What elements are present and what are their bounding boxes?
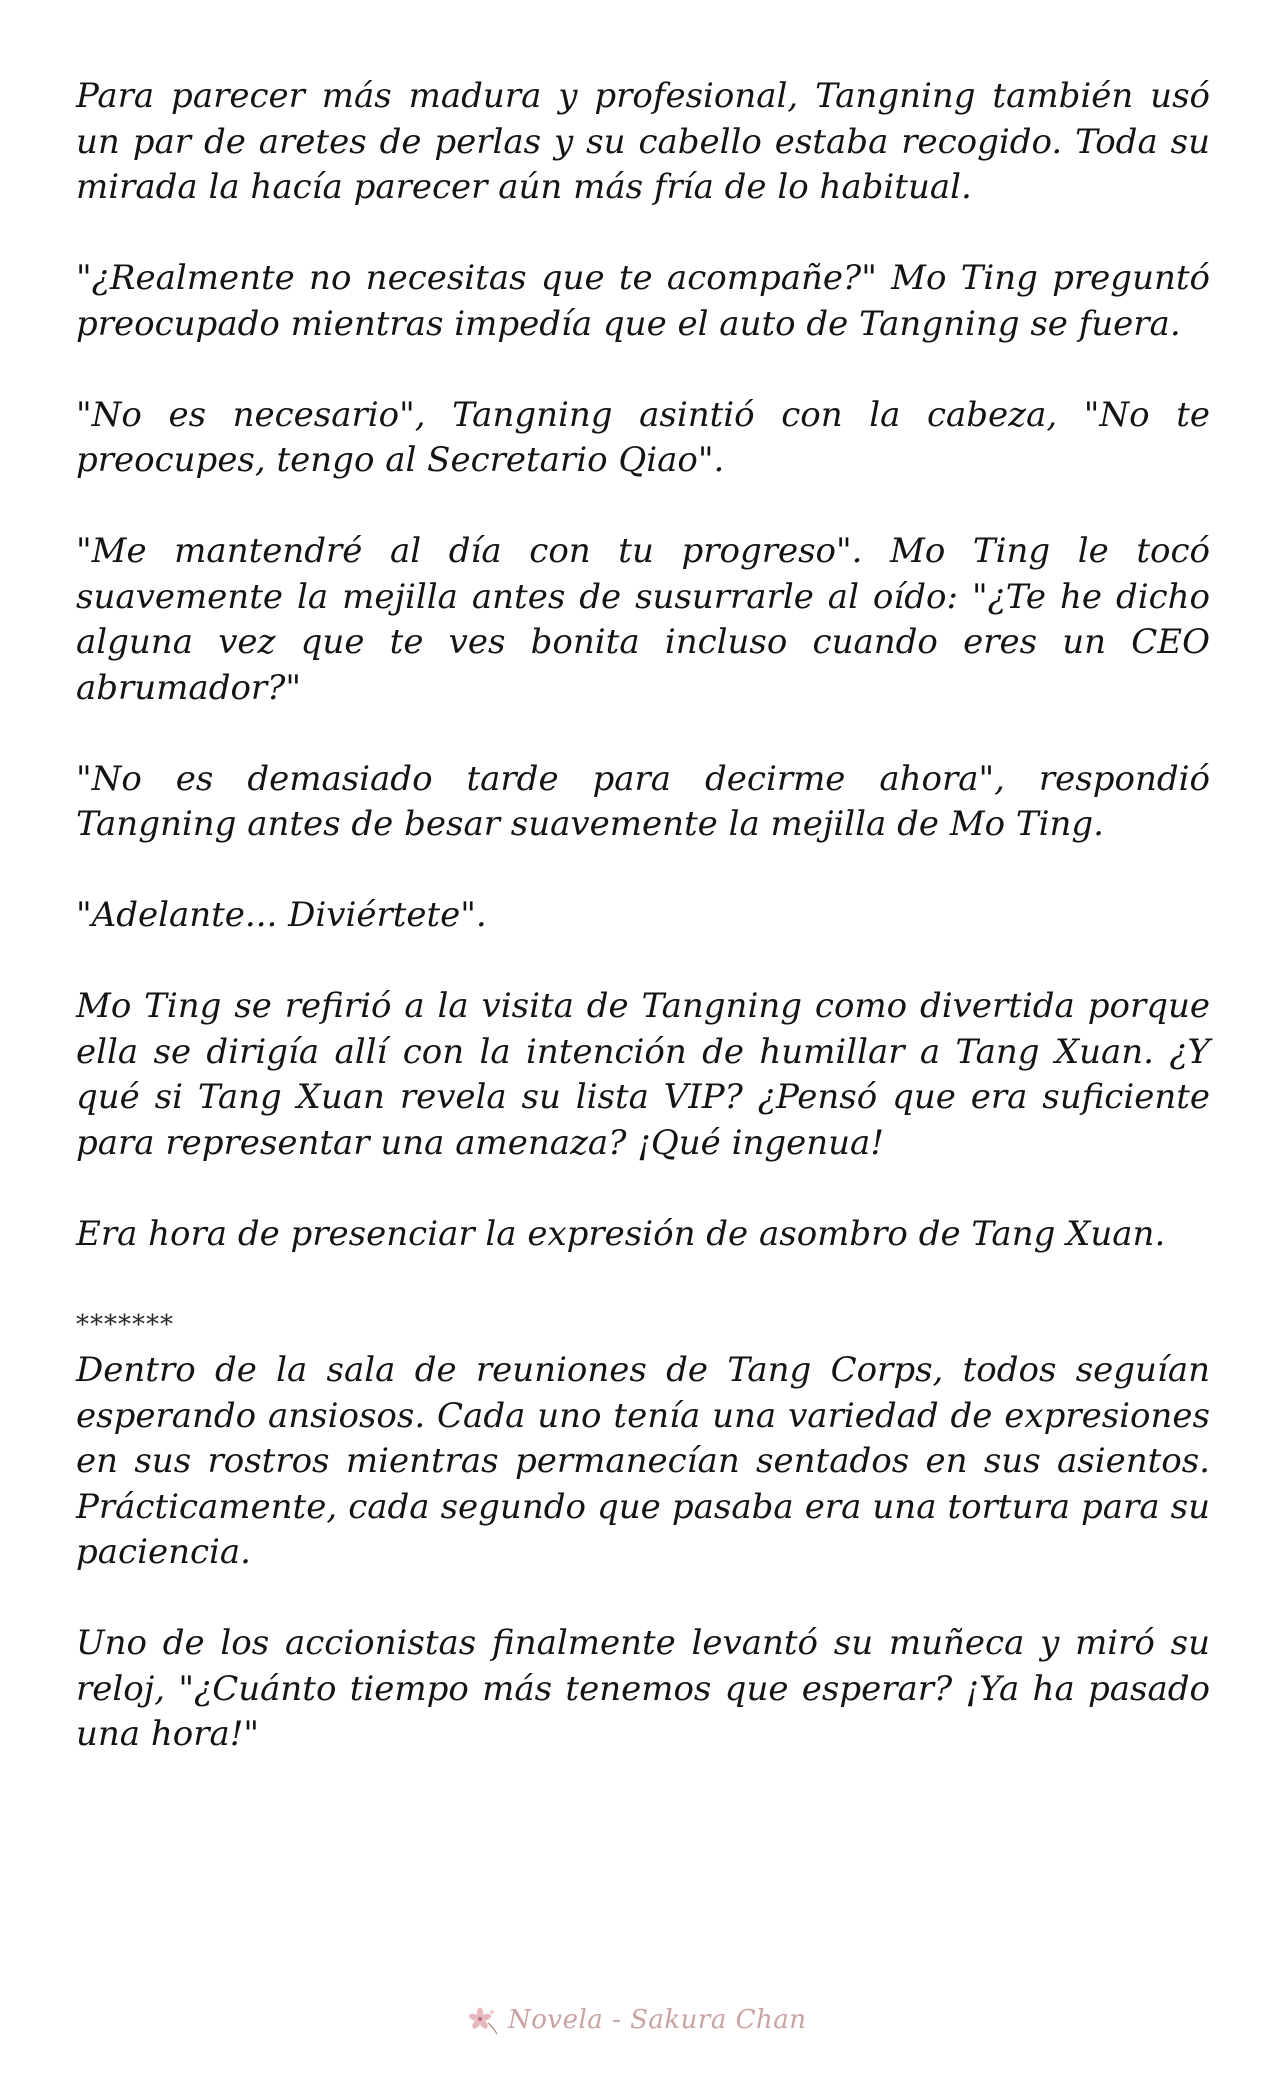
paragraph-9: Dentro de la sala de reuniones de Tang Corps, todos seguían esperando ansiosos. Cada uno tenía una variedad de expresiones en sus rostros mientras permanecían sentados en sus asientos. Prácticamente, cada segundo que pasaba era una tortura para su paciencia. — [76, 1350, 1210, 1572]
paragraph-6: "Adelante... Diviértete". — [76, 895, 487, 935]
sakura-flower-icon — [466, 2003, 500, 2037]
paragraph-10: Uno de los accionistas finalmente levantó su muñeca y miró su reloj, "¿Cuánto tiempo más tenemos que esperar? ¡Ya ha pasado una hora!" — [76, 1623, 1210, 1754]
paragraph-4: "Me mantendré al día con tu progreso". Mo Ting le tocó suavemente la mejilla antes de susurrarle al oído: "¿Te he dicho alguna vez que te ves bonita incluso cuando eres un CEO abrumador?" — [76, 531, 1210, 708]
paragraph-3: "No es necesario", Tangning asintió con la cabeza, "No te preocupes, tengo al Secretario Qiao". — [76, 394, 1210, 480]
watermark — [466, 1998, 807, 2042]
paragraph-2: "¿Realmente no necesitas que te acompañe?" Mo Ting preguntó preocupado mientras impedía que el auto de Tangning se fuera. — [76, 258, 1210, 344]
paragraph-5: "No es demasiado tarde para decirme ahora", respondió Tangning antes de besar suavemente la mejilla de Mo Ting. — [76, 758, 1210, 844]
chapter-text — [76, 74, 1210, 1758]
watermark-text: Novela - Sakura Chan — [508, 2005, 807, 2035]
paragraph-8: Era hora de presenciar la expresión de asombro de Tang Xuan. — [76, 1213, 1166, 1254]
paragraph-1: Para parecer más madura y profesional, Tangning también usó un par de aretes de perlas y su cabello estaba recogido. Toda su mirada la hacía parecer aún más fría de lo habitual. — [76, 76, 1210, 207]
scene-separator: ******* — [76, 1309, 174, 1340]
paragraph-7: Mo Ting se refirió a la visita de Tangning como divertida porque ella se dirigía allí con la intención de humillar a Tang Xuan. ¿Y qué si Tang Xuan revela su lista VIP? ¿Pensó que era suficiente para representar una amenaza? ¡Qué ingenua! — [76, 986, 1210, 1163]
